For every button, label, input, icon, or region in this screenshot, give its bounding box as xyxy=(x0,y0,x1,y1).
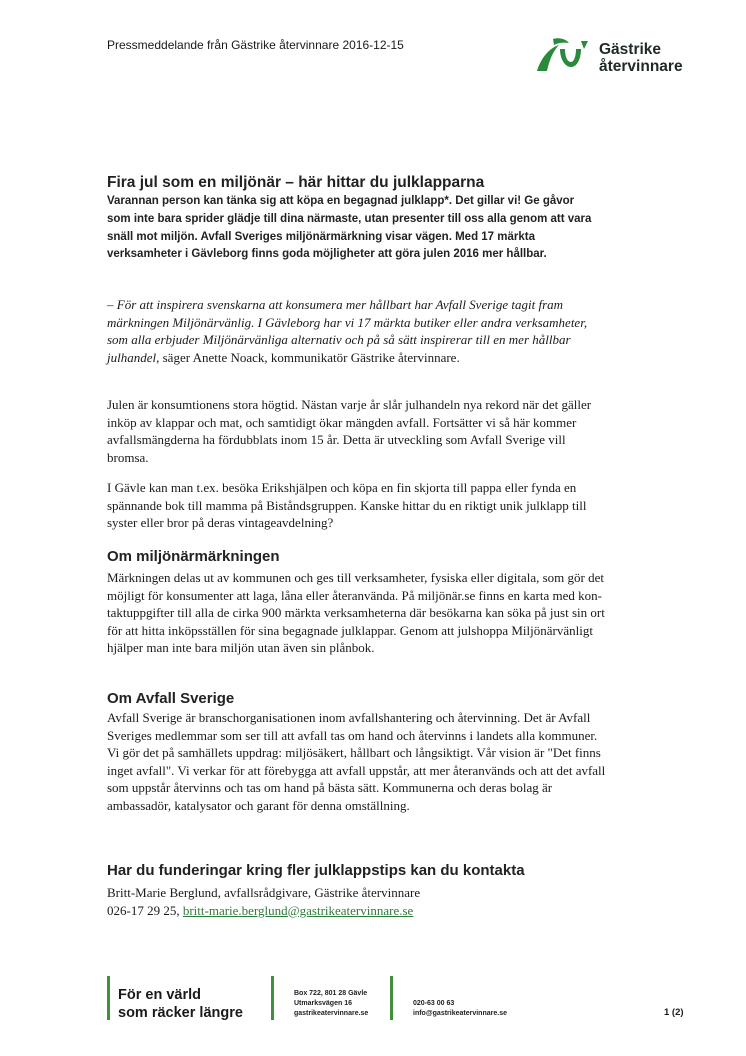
page-number: 1 (2) xyxy=(664,1007,684,1018)
footer-slogan-line1: För en värld xyxy=(118,987,201,1003)
footer-slogan-line2: som räcker längre xyxy=(118,1005,243,1021)
press-release-title: Fira jul som en miljönär – här hittar du julklapparna xyxy=(107,174,485,191)
quote-attribution: säger Anette Noack, kommunikatör Gästrike återvinnare. xyxy=(159,349,460,365)
footer-divider xyxy=(271,976,274,1020)
footer-website: gastrikeatervinnare.se xyxy=(294,1010,369,1017)
footer-divider xyxy=(107,976,110,1020)
contact-phone: 026-17 29 25, xyxy=(107,902,183,918)
footer-address-line1: Box 722, 801 28 Gävle xyxy=(294,990,368,997)
footer-email: info@gastrikeatervinnare.se xyxy=(413,1010,507,1017)
section-text-avfall-sverige: Avfall Sverige är branschorganisationen inom avfallshantering och återvinning. Det är Avfall Sveriges medlemmar som ser till att avfall tas om hand och återvinns i landets alla kommuner. Vi gör det på samhällets uppdrag: miljösäkert, hållbart och långsiktigt. Vår vision är "Det finns inget avfall". Vi verkar för att förebygga att avfall uppstår, att mer återanvänds och att det avfall som uppstår återvinns och tas om hand på bästa sätt. Kommunerna och deras bolag är ambassadör, katalysator och garant för denna omställning. xyxy=(107,710,606,813)
footer-address xyxy=(294,989,368,1019)
quote-text: – För att inspirera svenskarna att konsumera mer hållbart har Avfall Sverige tagit fram märkningen Miljönärvänlig. I Gävleborg har vi 17 märkta butiker eller andra verksamheter, som alla erbjuder Miljönärvänliga alternativ och på så sätt inspirerar till en mer hållbar julhandel, xyxy=(107,297,588,365)
logo-text-line2: återvinnare xyxy=(599,58,683,75)
section-title-avfall-sverige: Om Avfall Sverige xyxy=(107,690,235,707)
contact-line xyxy=(107,902,607,920)
footer-divider xyxy=(390,976,393,1020)
logo-text-line1: Gästrike xyxy=(599,41,662,58)
contact-info xyxy=(107,884,607,919)
contact-person: Britt-Marie Berglund, avfallsrådgivare, Gästrike återvinnare xyxy=(107,885,421,900)
footer-slogan xyxy=(118,986,243,1022)
header-title: Pressmeddelande från Gästrike återvinnare 2016-12-15 xyxy=(107,38,404,52)
company-logo xyxy=(533,33,703,79)
contact-title: Har du funderingar kring fler julklappstips kan du kontakta xyxy=(107,862,525,879)
footer-phone: 020-63 00 63 xyxy=(413,1000,455,1007)
quote-paragraph xyxy=(107,296,607,366)
lead-paragraph: Varannan person kan tänka sig att köpa en begagnad julklapp*. Det gillar vi! Ge gåvor som inte bara sprider glädje till dina närmaste, utan presenter till oss alla genom att vara snäll mot miljön. Avfall Sveriges miljönärmärkning visar vägen. Med 17 märkta verksamheter i Gävleborg finns goda möjligheter att göra julen 2016 mer hållbar. xyxy=(107,195,592,261)
footer-contact xyxy=(413,999,507,1019)
consumption-paragraph: Julen är konsumtionens stora högtid. Nästan varje år slår julhandeln nya rekord när det gäller inköp av klappar och mat, och samtidigt ökar mängden avfall. Fortsätter vi så här kommer avfallsmängderna ha fördubblats inom 15 år. Detta är utveckling som Avfall Sverige vill bromsa. xyxy=(107,397,592,465)
gavle-paragraph: I Gävle kan man t.ex. besöka Erikshjälpen och köpa en fin skjorta till pappa eller fynda en spännande bok till mamma på Biståndsgruppen. Kanske hittar du en riktigt unik julklapp till syster eller bror på deras vintageavdelning? xyxy=(107,480,587,531)
section-title-labeling: Om miljönärmärkningen xyxy=(107,548,280,565)
footer-address-line2: Utmarksvägen 16 xyxy=(294,1000,352,1007)
section-text-labeling: Märkningen delas ut av kommunen och ges till verksamheter, fysiska eller digitala, som gör det möjligt för konsumenter att laga, låna eller återanvända. På miljönär.se finns en karta med kon-taktuppgifter till alla de cirka 900 märkta verksamheterna där besökarna kan söka på just sin ort för att hitta inköpsställen för sina begagnade julklappar. Genom att julshoppa Miljönärvänligt hjälper man inte bara miljön utan även sin plånbok. xyxy=(107,570,605,656)
logo-mark-icon xyxy=(533,35,593,75)
contact-email-link[interactable]: britt-marie.berglund@gastrikeatervinnare.se xyxy=(182,902,414,918)
